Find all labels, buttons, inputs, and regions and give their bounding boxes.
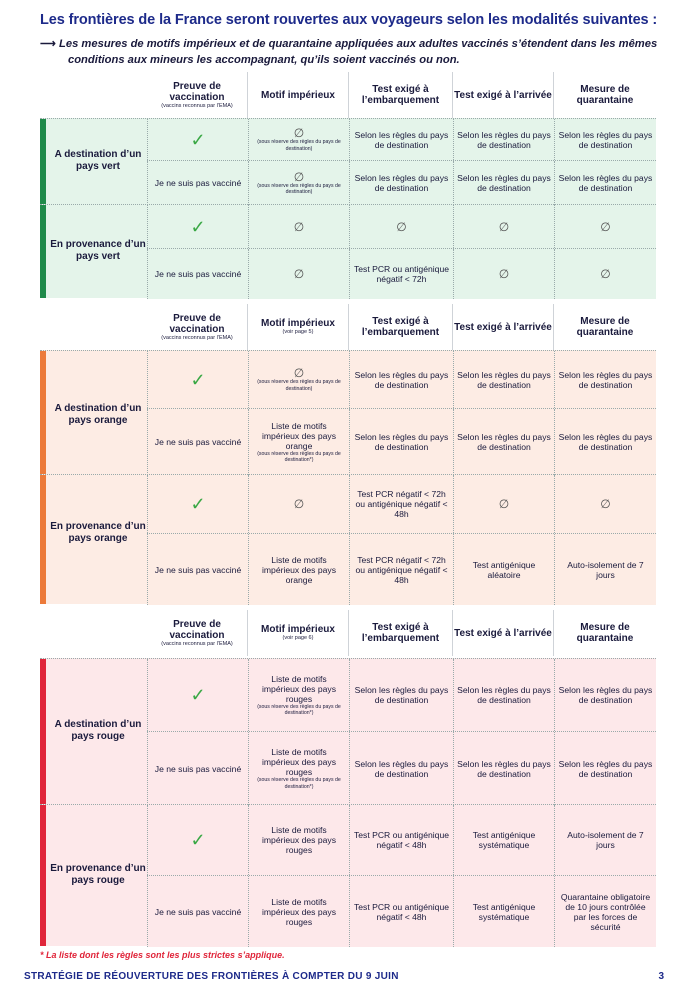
table-header-green <box>147 72 656 118</box>
group-orange-origin <box>40 474 656 604</box>
section-orange <box>40 350 656 604</box>
group-red-origin <box>40 804 656 946</box>
header-proof: Preuve de vaccination (vaccins reconnus par l’EMA) <box>147 72 248 118</box>
empty-set-icon: ∅ <box>600 497 611 511</box>
group-red-destination <box>40 658 656 804</box>
arrow-icon: ⟶ <box>40 38 57 50</box>
section-red <box>40 658 656 946</box>
group-green-destination <box>40 118 656 204</box>
header-test-arrival: Test exigé à l’arrivée <box>453 304 554 350</box>
subtitle-line-2: conditions aux mineurs les accompagnant, qu’ils soient vaccinés ou non. <box>68 54 460 66</box>
group-label: A destination d’un pays orange <box>54 403 142 426</box>
table-row: Je ne suis pas vacciné ∅ Test PCR ou antigénique négatif < 72h ∅ ∅ <box>147 248 656 299</box>
group-label: En provenance d’un pays rouge <box>50 863 146 886</box>
group-label: En provenance d’un pays vert <box>50 239 146 262</box>
group-green-origin <box>40 204 656 298</box>
header-proof: Preuve de vaccination (vaccins reconnus par l’EMA) <box>147 610 248 656</box>
table-row: ✓ ∅ Test PCR négatif < 72h ou antigénique négatif < 48h ∅ ∅ <box>147 475 656 533</box>
green-bar <box>40 119 46 204</box>
empty-set-icon: ∅ <box>600 267 611 281</box>
header-test-board: Test exigé à l’embarquement <box>349 610 453 656</box>
header-test-board: Test exigé à l’embarquement <box>349 304 453 350</box>
header-quarantine: Mesure de quarantaine <box>576 622 634 644</box>
table-row: Je ne suis pas vacciné Liste de motifs impérieux des pays rouges (sous réserve des règles du pays de destination*) Selon les règles du pays de destination Selon les règles du pays de destination Selon les règles du pays de destination <box>147 731 656 805</box>
check-icon: ✓ <box>190 129 206 150</box>
subtitle-line-1: Les mesures de motifs impérieux et de quarantaine appliquées aux adultes vaccinés s’étendent dans les mêmes <box>59 38 658 50</box>
empty-set-icon: ∅ <box>498 497 510 511</box>
header-quarantine: Mesure de quarantaine <box>576 84 634 106</box>
header-motif: Motif impérieux (voir page 6) <box>248 610 349 656</box>
table-row: Je ne suis pas vacciné Liste de motifs impérieux des pays rouges Test PCR ou antigénique négatif < 48h Test antigénique systématique Quarantaine obligatoire de 10 jours contrôlée par les forces de sécurité <box>147 875 656 947</box>
orange-bar <box>40 475 46 604</box>
red-bar <box>40 659 46 804</box>
header-motif: Motif impérieux (voir page 5) <box>248 304 349 350</box>
table-row: ✓ ∅ (sous réserve des règles du pays de destination) Selon les règles du pays de destination Selon les règles du pays de destination Selon les règles du pays de destination <box>147 119 656 160</box>
footnote: * La liste dont les règles sont les plus strictes s’applique. <box>40 950 285 960</box>
table-row: Je ne suis pas vacciné Liste de motifs impérieux des pays orange (sous réserve des règles du pays de destination*) Selon les règles du pays de destination Selon les règles du pays de destination Selon les règles du pays de destination <box>147 408 656 475</box>
table-row: Je ne suis pas vacciné Liste de motifs impérieux des pays orange Test PCR négatif < 72h ou antigénique négatif < 48h Test antigénique aléatoire Auto-isolement de 7 jours <box>147 533 656 605</box>
table-row: Je ne suis pas vacciné ∅ (sous réserve des règles du pays de destination) Selon les règles du pays de destination Selon les règles du pays de destination Selon les règles du pays de destination <box>147 160 656 205</box>
check-icon: ✓ <box>190 494 206 514</box>
header-proof: Preuve de vaccination (vaccins reconnus par l’EMA) <box>147 304 248 350</box>
empty-set-icon: ∅ <box>396 219 407 234</box>
empty-set-icon: ∅ <box>293 366 305 380</box>
group-label: A destination d’un pays vert <box>54 149 142 172</box>
table-header-red <box>147 610 656 656</box>
check-icon: ✓ <box>190 830 206 850</box>
empty-set-icon: ∅ <box>498 219 510 234</box>
check-icon: ✓ <box>190 216 206 237</box>
empty-set-icon: ∅ <box>293 126 305 140</box>
empty-set-icon: ∅ <box>293 267 305 281</box>
header-test-board: Test exigé à l’embarquement <box>349 72 453 118</box>
empty-set-icon: ∅ <box>293 169 305 184</box>
empty-set-icon: ∅ <box>293 219 305 234</box>
page-number: 3 <box>658 971 664 982</box>
group-label: En provenance d’un pays orange <box>50 521 146 544</box>
subtitle <box>40 36 680 68</box>
empty-set-icon: ∅ <box>293 497 305 511</box>
table-row: ✓ Liste de motifs impérieux des pays rouges (sous réserve des règles du pays de destination*) Selon les règles du pays de destination Selon les règles du pays de destination Selon les règles du pays de destination <box>147 659 656 731</box>
check-icon: ✓ <box>190 685 206 705</box>
page-title: Les frontières de la France seront rouvertes aux voyageurs selon les modalités suivantes : <box>40 12 658 28</box>
group-label: A destination d’un pays rouge <box>54 719 142 742</box>
section-green <box>40 118 656 298</box>
check-icon: ✓ <box>190 369 206 390</box>
table-row <box>147 205 656 248</box>
header-quarantine: Mesure de quarantaine <box>576 316 634 338</box>
group-orange-destination <box>40 350 656 474</box>
orange-bar <box>40 351 46 474</box>
green-bar <box>40 205 46 298</box>
table-row: ✓ Liste de motifs impérieux des pays rouges Test PCR ou antigénique négatif < 48h Test antigénique systématique Auto-isolement de 7 jours <box>147 805 656 875</box>
empty-set-icon: ∅ <box>600 219 611 234</box>
footer-title: STRATÉGIE DE RÉOUVERTURE DES FRONTIÈRES À COMPTER DU 9 JUIN <box>24 971 399 982</box>
red-bar <box>40 805 46 946</box>
header-test-arrival: Test exigé à l’arrivée <box>453 610 554 656</box>
header-motif: Motif impérieux <box>248 72 349 118</box>
table-row: ✓ ∅ (sous réserve des règles du pays de destination) Selon les règles du pays de destination Selon les règles du pays de destination Selon les règles du pays de destination <box>147 351 656 408</box>
empty-set-icon: ∅ <box>498 267 510 281</box>
header-test-arrival: Test exigé à l’arrivée <box>453 72 554 118</box>
table-header-orange <box>147 304 656 350</box>
